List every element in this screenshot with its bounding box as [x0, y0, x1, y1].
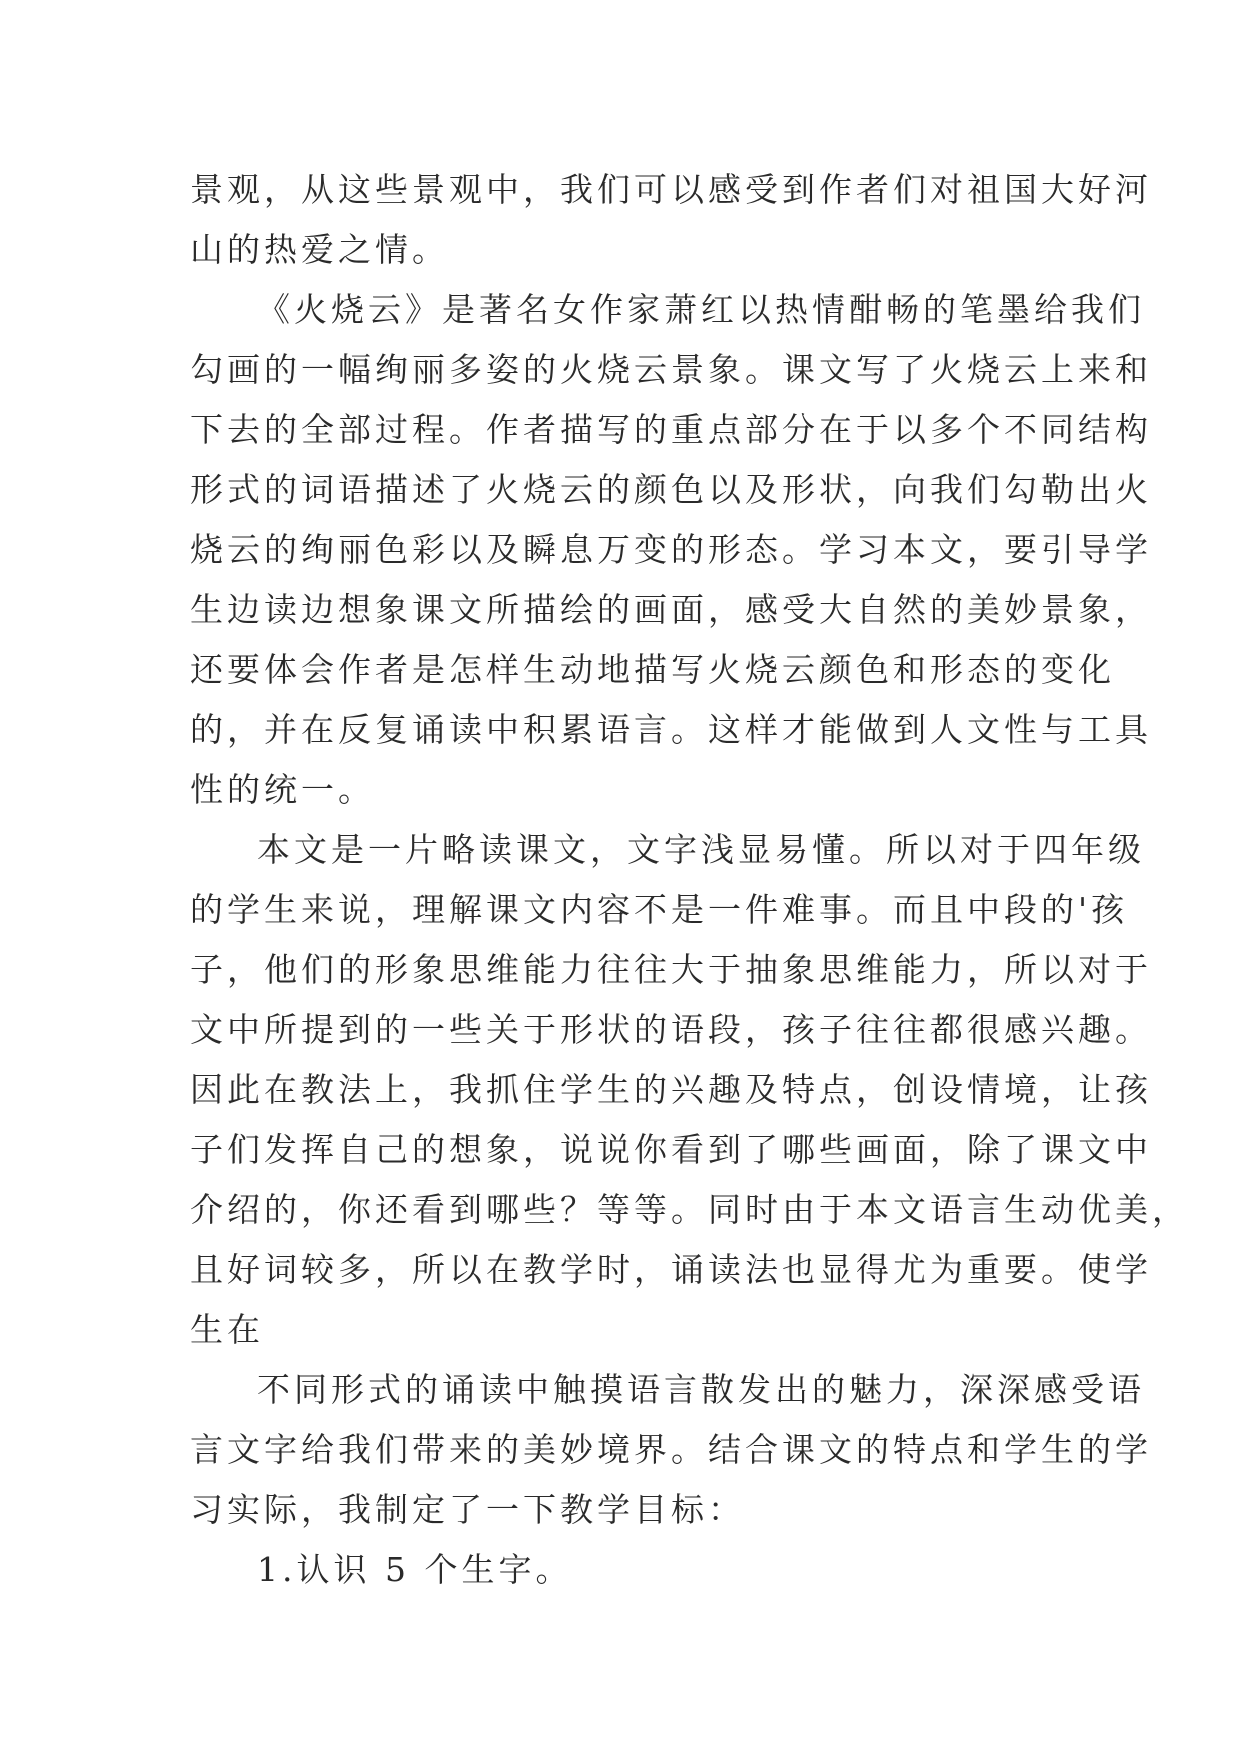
text-line: 子，他们的形象思维能力往往大于抽象思维能力，所以对于 — [190, 950, 1152, 989]
text-line: 下去的全部过程。作者描写的重点部分在于以多个不同结构 — [190, 410, 1152, 449]
text-line: 的，并在反复诵读中积累语言。这样才能做到人文性与工具 — [190, 710, 1152, 749]
text-line: 烧云的绚丽色彩以及瞬息万变的形态。学习本文，要引导学 — [190, 530, 1152, 569]
text-line: 《火烧云》是著名女作家萧红以热情酣畅的笔墨给我们 — [257, 290, 1145, 329]
text-line: 生在 — [190, 1310, 264, 1349]
text-line: 形式的词语描述了火烧云的颜色以及形状，向我们勾勒出火 — [190, 470, 1152, 509]
text-line: 子们发挥自己的想象，说说你看到了哪些画面，除了课文中 — [190, 1130, 1152, 1169]
text-line: 介绍的，你还看到哪些？等等。同时由于本文语言生动优美， — [190, 1190, 1189, 1229]
list-item: 1.认识 5 个生字。 — [257, 1550, 573, 1589]
text-line: 习实际，我制定了一下教学目标： — [190, 1490, 745, 1529]
text-line: 因此在教法上，我抓住学生的兴趣及特点，创设情境，让孩 — [190, 1070, 1152, 1109]
text-line: 还要体会作者是怎样生动地描写火烧云颜色和形态的变化 — [190, 650, 1115, 689]
text-line: 山的热爱之情。 — [190, 230, 449, 269]
text-line: 景观，从这些景观中，我们可以感受到作者们对祖国大好河 — [190, 170, 1152, 209]
text-line: 文中所提到的一些关于形状的语段，孩子往往都很感兴趣。 — [190, 1010, 1152, 1049]
text-line: 且好词较多，所以在教学时，诵读法也显得尤为重要。使学 — [190, 1250, 1152, 1289]
text-line: 不同形式的诵读中触摸语言散发出的魅力，深深感受语 — [257, 1370, 1145, 1409]
text-line: 言文字给我们带来的美妙境界。结合课文的特点和学生的学 — [190, 1430, 1152, 1469]
text-line: 性的统一。 — [190, 770, 375, 809]
document-body — [190, 160, 1189, 1600]
text-line: 本文是一片略读课文，文字浅显易懂。所以对于四年级 — [257, 830, 1145, 869]
text-line: 的学生来说，理解课文内容不是一件难事。而且中段的'孩 — [190, 890, 1129, 929]
text-line: 勾画的一幅绚丽多姿的火烧云景象。课文写了火烧云上来和 — [190, 350, 1152, 389]
text-line: 生边读边想象课文所描绘的画面，感受大自然的美妙景象， — [190, 590, 1152, 629]
